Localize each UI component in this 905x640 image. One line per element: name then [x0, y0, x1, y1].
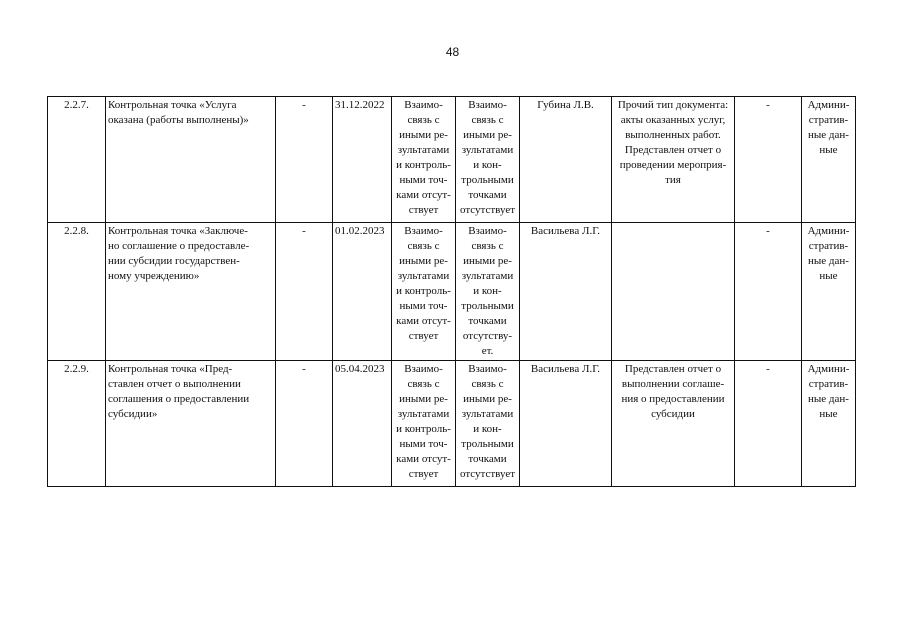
data-source: Админи- стратив- ные дан- ные — [802, 361, 856, 487]
table-row — [48, 223, 856, 361]
dash-cell: - — [276, 361, 333, 487]
dash-cell: - — [735, 97, 802, 223]
deadline-date: 01.02.2023 — [333, 223, 392, 361]
relation-cell: Взаимо- связь с иными ре- зультатами и кон- трольными точками отсутствует — [456, 361, 520, 487]
relation-cell: Взаимо- связь с иными ре- зультатами и контроль- ными точ- ками отсут- ствует — [392, 361, 456, 487]
document-type: Представлен отчет о выполнении соглаше- ния о предоставлении субсидии — [612, 361, 735, 487]
relation-cell: Взаимо- связь с иными ре- зультатами и контроль- ными точ- ками отсут- ствует — [392, 223, 456, 361]
data-source: Админи- стратив- ные дан- ные — [802, 223, 856, 361]
control-point-name: Контрольная точка «Заключе- но соглашение о предоставле- нии субсидии государствен- ному учреждению» — [106, 223, 276, 361]
data-source: Админи- стратив- ные дан- ные — [802, 97, 856, 223]
row-number: 2.2.7. — [48, 97, 106, 223]
responsible-person: Губина Л.В. — [520, 97, 612, 223]
dash-cell: - — [276, 97, 333, 223]
document-type — [612, 223, 735, 361]
table-row — [48, 361, 856, 487]
document-type: Прочий тип документа: акты оказанных услуг, выполненных работ. Представлен отчет о проведении мероприя- тия — [612, 97, 735, 223]
responsible-person: Васильева Л.Г. — [520, 223, 612, 361]
relation-cell: Взаимо- связь с иными ре- зультатами и кон- трольными точками отсутствует — [456, 97, 520, 223]
control-point-name: Контрольная точка «Услуга оказана (работы выполнены)» — [106, 97, 276, 223]
deadline-date: 31.12.2022 — [333, 97, 392, 223]
dash-cell: - — [735, 361, 802, 487]
dash-cell: - — [735, 223, 802, 361]
dash-cell: - — [276, 223, 333, 361]
row-number: 2.2.9. — [48, 361, 106, 487]
relation-cell: Взаимо- связь с иными ре- зультатами и кон- трольными точками отсутству- ет. — [456, 223, 520, 361]
control-point-name: Контрольная точка «Пред- ставлен отчет о выполнении соглашения о предоставлении субсидии» — [106, 361, 276, 487]
deadline-date: 05.04.2023 — [333, 361, 392, 487]
table-row — [48, 97, 856, 223]
control-points-table — [47, 96, 856, 487]
responsible-person: Васильева Л.Г. — [520, 361, 612, 487]
page-number: 48 — [445, 45, 460, 59]
relation-cell: Взаимо- связь с иными ре- зультатами и контроль- ными точ- ками отсут- ствует — [392, 97, 456, 223]
row-number: 2.2.8. — [48, 223, 106, 361]
